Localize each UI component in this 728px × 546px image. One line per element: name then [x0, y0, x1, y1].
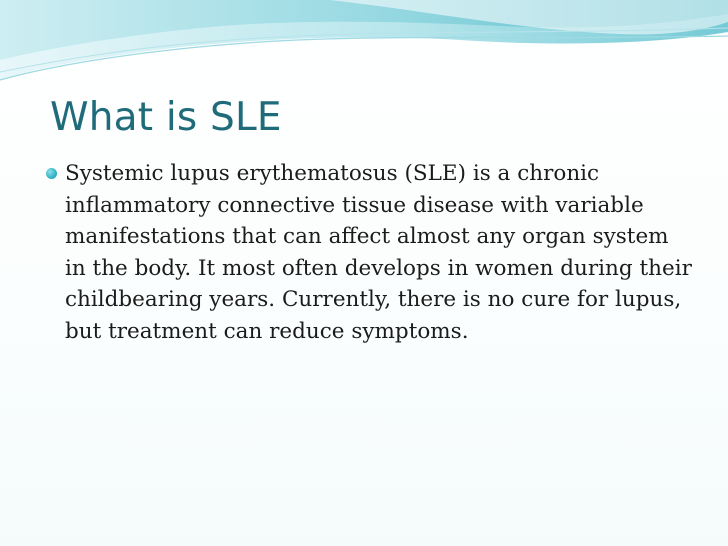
slide-content: [46, 158, 696, 347]
bullet-dot-icon: [46, 168, 57, 179]
slide-title: What is SLE: [50, 95, 282, 140]
header-wave-decoration: [0, 0, 728, 90]
bullet-item: [46, 158, 696, 347]
bullet-text: Systemic lupus erythematosus (SLE) is a chronic inflammatory connective tissue disease with variable manifestations that can affect almost any organ system in the body. It most often develops in women during their childbearing years. Currently, there is no cure for lupus, but treatment can reduce symptoms.: [65, 161, 692, 344]
